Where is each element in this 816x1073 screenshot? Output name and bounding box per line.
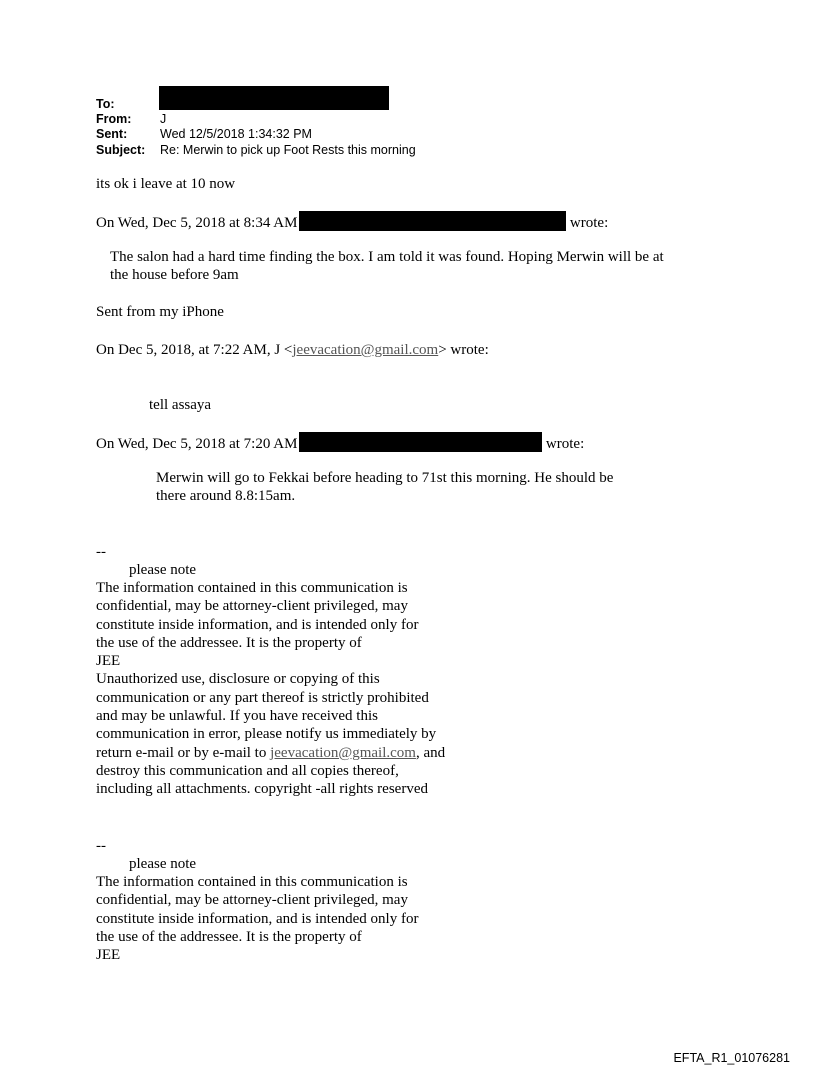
disclaimer1-email-prefix: return e-mail or by e-mail to xyxy=(96,744,271,761)
quote3-line2: there around 8.8:15am. xyxy=(156,488,296,504)
disclaimer1-body xyxy=(96,579,445,799)
disclaimer1-line: and may be unlawful. If you have received this xyxy=(96,708,378,725)
disclaimer2-note: please note xyxy=(129,856,197,872)
sent-label: Sent: xyxy=(96,127,128,141)
quote2-prefix: On Dec 5, 2018, at 7:22 AM, J < xyxy=(96,342,293,358)
disclaimer1-line: destroy this communication and all copies thereof, xyxy=(96,762,399,779)
disclaimer1-line: The information contained in this communication is xyxy=(96,580,408,596)
disclaimer1-line: the use of the addressee. It is the property of xyxy=(96,634,362,651)
disclaimer2-line: confidential, may be attorney-client privileged, may xyxy=(96,892,408,909)
reply-text: its ok i leave at 10 now xyxy=(96,176,236,192)
quote2-text: tell assaya xyxy=(149,397,212,413)
quote2-email-link[interactable]: jeevacation@gmail.com xyxy=(292,342,439,358)
to-label: To: xyxy=(96,97,115,111)
disclaimer2-line: JEE xyxy=(96,947,121,964)
disclaimer2-body xyxy=(96,873,418,964)
disclaimer1-line: constitute inside information, and is intended only for xyxy=(96,616,419,633)
from-value: J xyxy=(160,112,167,126)
quote3-suffix: wrote: xyxy=(545,436,585,452)
disclaimer1-line-email xyxy=(96,744,445,762)
disclaimer1-line: confidential, may be attorney-client privileged, may xyxy=(96,598,408,615)
disclaimer1-dashes: -- xyxy=(96,544,106,560)
quote1-suffix: wrote: xyxy=(569,215,609,231)
disclaimer1-line: communication in error, please notify us immediately by xyxy=(96,726,437,743)
redacted-sender-1 xyxy=(299,211,566,231)
redacted-recipient xyxy=(159,86,389,110)
disclaimer1-note: please note xyxy=(129,562,197,578)
quote1-line1: The salon had a hard time finding the box. I am told it was found. Hoping Merwin will be at xyxy=(110,249,664,265)
disclaimer2-line: the use of the addressee. It is the property of xyxy=(96,928,362,945)
disclaimer1-line: Unauthorized use, disclosure or copying of this xyxy=(96,671,380,688)
quote2-suffix: > wrote: xyxy=(438,342,489,358)
quote1-line2: the house before 9am xyxy=(110,267,239,283)
quote3-prefix: On Wed, Dec 5, 2018 at 7:20 AM xyxy=(96,436,298,452)
quote2-attribution xyxy=(96,341,489,359)
sent-value: Wed 12/5/2018 1:34:32 PM xyxy=(160,127,312,141)
disclaimer2-line: The information contained in this communication is xyxy=(96,874,408,890)
disclaimer2-line: constitute inside information, and is intended only for xyxy=(96,910,419,927)
quote1-attribution xyxy=(96,211,608,232)
subject-value: Re: Merwin to pick up Foot Rests this morning xyxy=(160,143,416,157)
disclaimer1-email-suffix: , and xyxy=(415,744,446,761)
document-id: EFTA_R1_01076281 xyxy=(673,1051,790,1065)
quote3-line1: Merwin will go to Fekkai before heading to 71st this morning. He should be xyxy=(156,470,614,486)
iphone-signature: Sent from my iPhone xyxy=(96,304,224,320)
quote3-attribution xyxy=(96,432,584,453)
disclaimer1-line: including all attachments. copyright -all rights reserved xyxy=(96,781,428,798)
disclaimer1-email-link[interactable]: jeevacation@gmail.com xyxy=(270,744,416,761)
disclaimer2-dashes: -- xyxy=(96,838,106,854)
disclaimer1-line: communication or any part thereof is strictly prohibited xyxy=(96,689,429,706)
redacted-sender-3 xyxy=(299,432,542,452)
subject-label: Subject: xyxy=(96,143,146,157)
from-label: From: xyxy=(96,112,132,126)
quote1-prefix: On Wed, Dec 5, 2018 at 8:34 AM xyxy=(96,215,298,231)
disclaimer1-line: JEE xyxy=(96,653,121,670)
